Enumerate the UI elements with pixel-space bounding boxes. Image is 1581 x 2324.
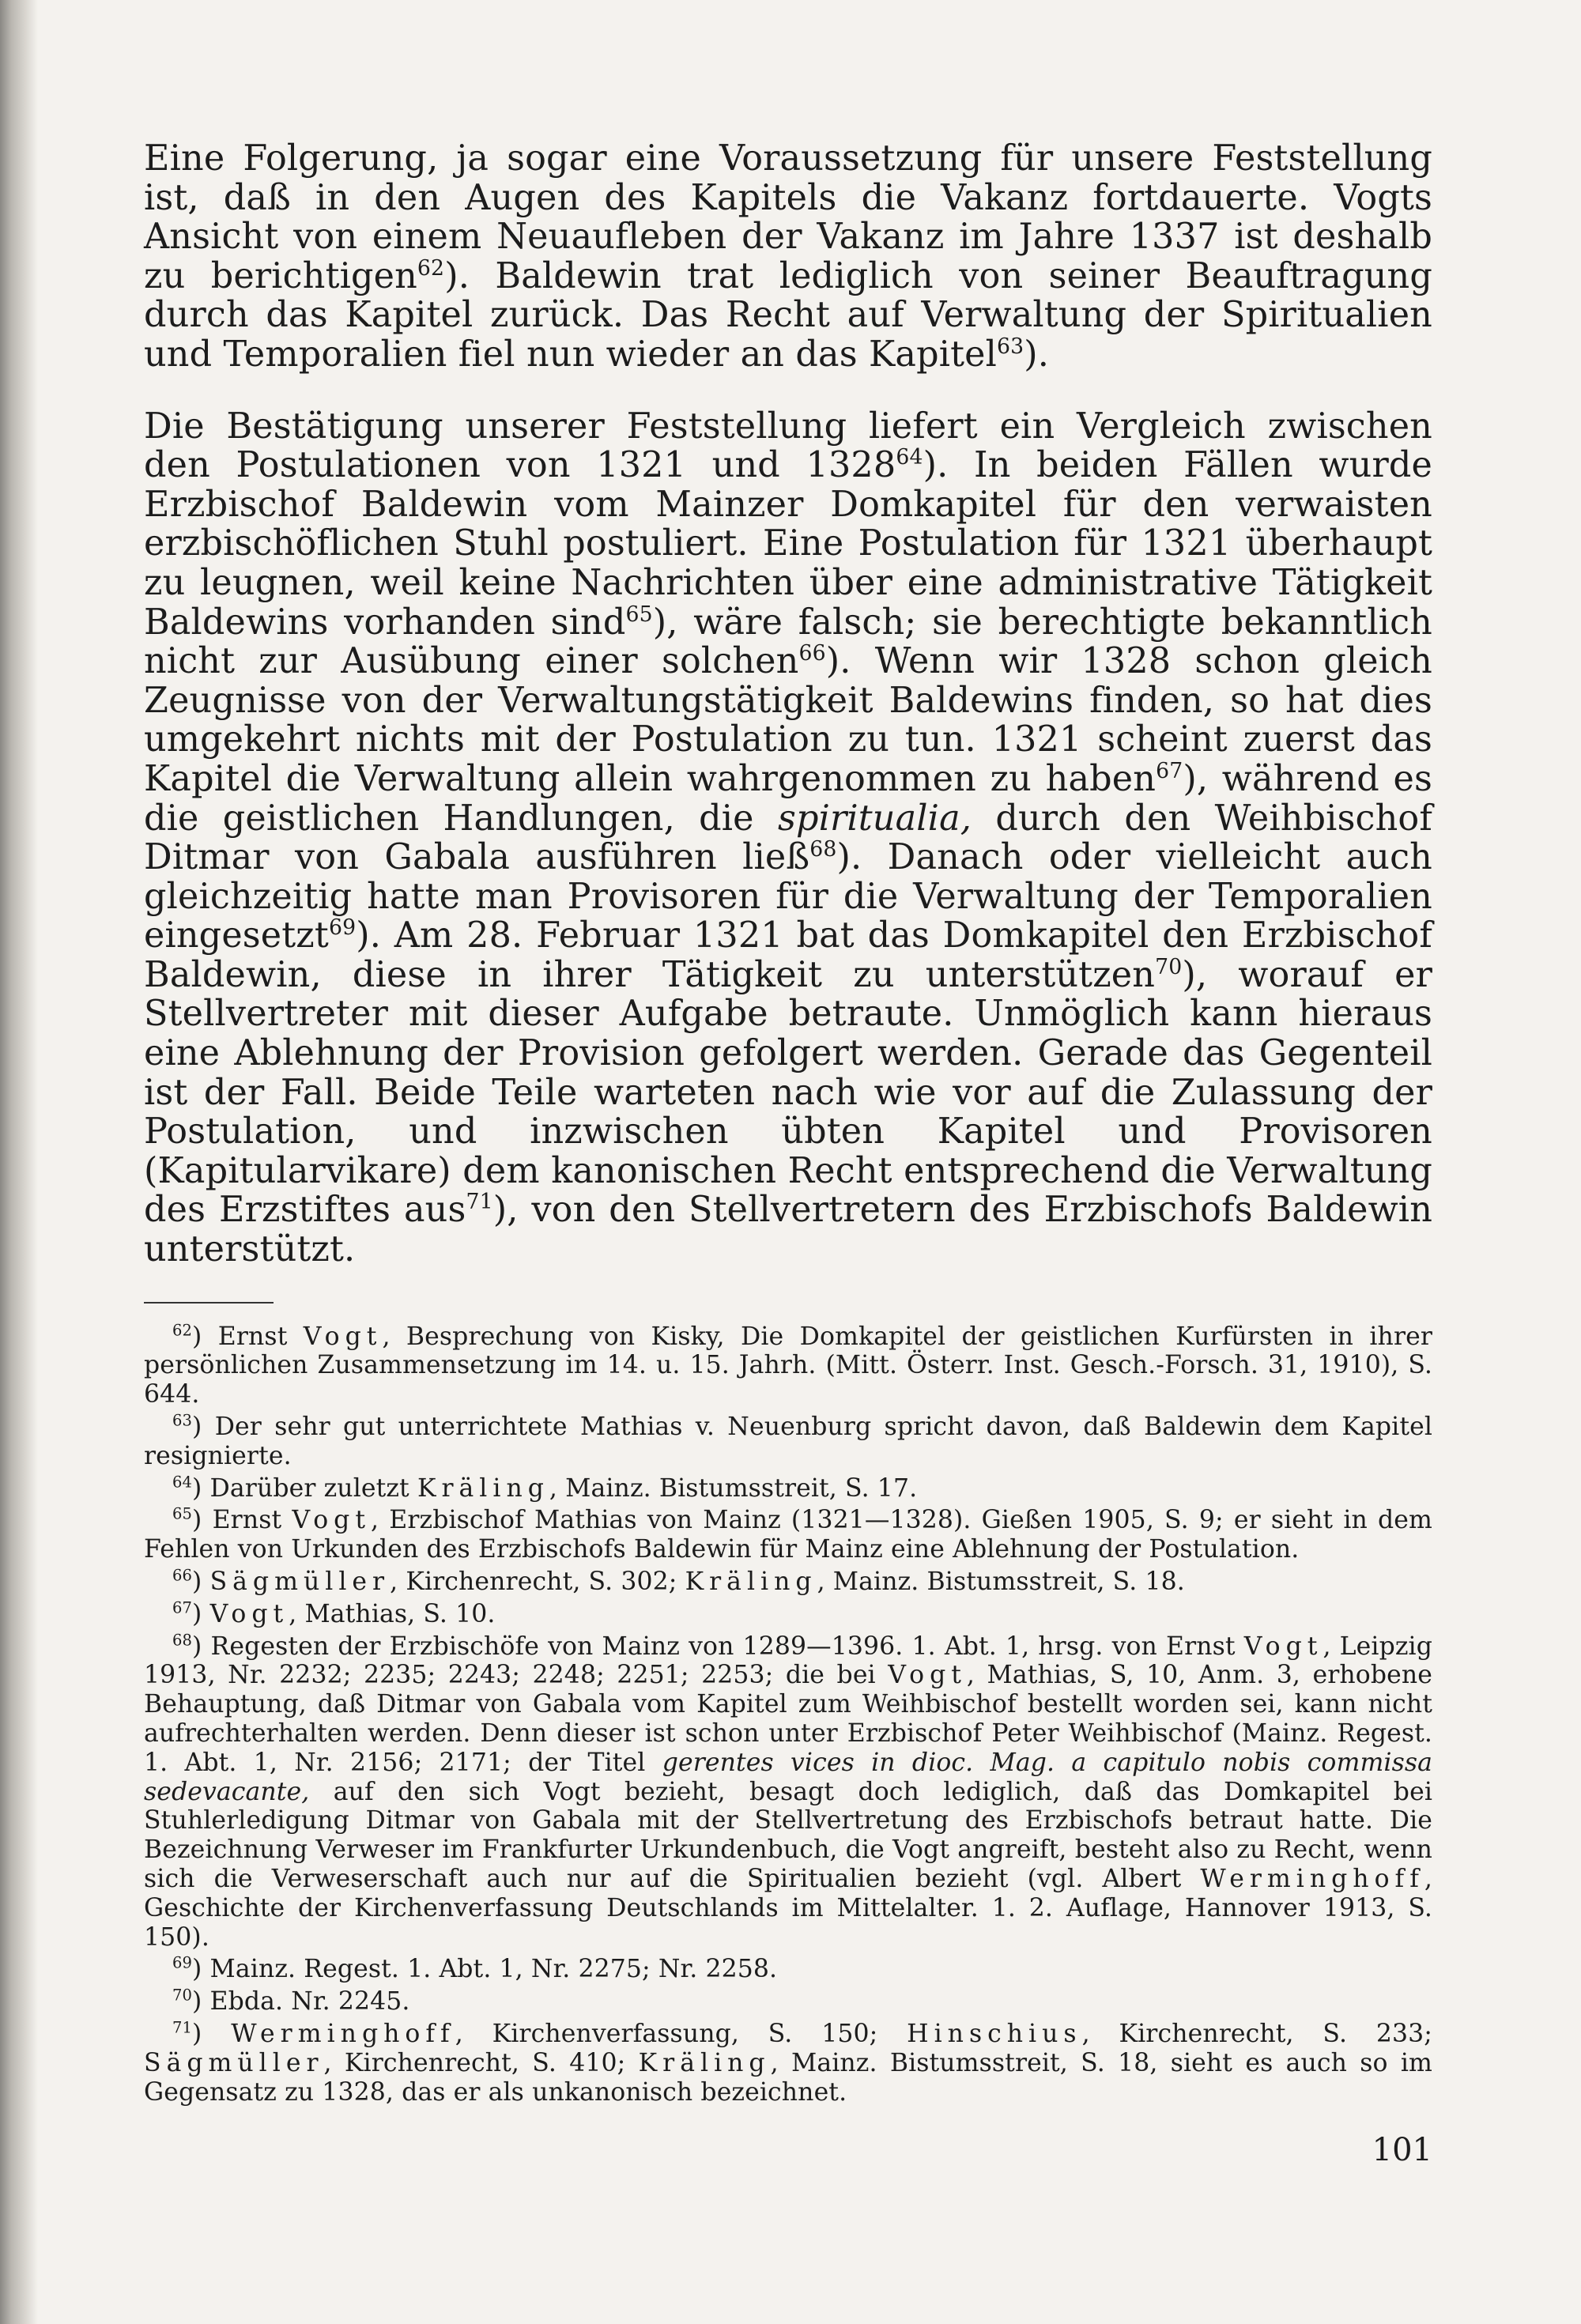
footnote-ref-65[interactable]: 65 <box>625 602 653 627</box>
text-segment: , Kirchenrecht, S. 233; <box>1081 2019 1432 2048</box>
footnote-mark: 65 <box>172 1504 193 1523</box>
author-name: Kräling <box>638 2048 771 2077</box>
footnote-mark: 62 <box>172 1321 193 1340</box>
text-segment: ). Am 28. Februar 1321 bat das Domkapitel den Erzbischof Baldewin, diese in ihrer Tätigkeit zu unterstützen <box>144 915 1432 995</box>
text-segment: , Mainz. Bistumsstreit, S. 17. <box>549 1473 918 1503</box>
text-segment: ) Mainz. Regest. 1. Abt. 1, Nr. 2275; Nr. 2258. <box>192 1955 778 1984</box>
author-name: Vogt <box>292 1506 372 1535</box>
paragraph-1 <box>144 139 1432 375</box>
text-segment: ), während es die geistlichen Handlungen, die <box>144 758 1432 839</box>
text-segment: ) <box>192 1599 210 1628</box>
author-name: Kräling <box>685 1568 817 1596</box>
text-segment: Die Bestätigung unserer Feststellung liefert ein Vergleich zwischen den Postulationen von 1321 und 1328 <box>144 406 1432 486</box>
footnote-ref-63[interactable]: 63 <box>997 334 1024 360</box>
footnote-ref-64[interactable]: 64 <box>896 445 923 470</box>
author-name: Sägmüller <box>209 1568 391 1596</box>
text-segment: , Besprechung von Kisky, Die Domkapitel der geistlichen Kurfürsten in ihrer persönlichen Zusammensetzung im 14. u. 15. Jahrh. (Mitt. Österr. Inst. Gesch.-Forsch. 31, 1910), S. 644. <box>144 1322 1432 1409</box>
footnote-mark: 66 <box>172 1566 193 1585</box>
footnote-ref-66[interactable]: 66 <box>798 641 826 666</box>
footnote-ref-71[interactable]: 71 <box>466 1190 493 1215</box>
footnote-divider <box>144 1302 274 1303</box>
text-segment: , Kirchenrecht, S. 410; <box>323 2048 639 2077</box>
text-segment: ). Wenn wir 1328 schon gleich Zeugnisse von der Verwaltungstätigkeit Baldewins finden, so hat dies umgekehrt nichts mit der Postulation zu tun. 1321 scheint zuerst das Kapitel die Verwaltung allein wahrgenommen zu haben <box>144 641 1432 799</box>
italic-term: spiritualia, <box>777 798 972 839</box>
author-name: Vogt <box>303 1322 383 1351</box>
footnote-ref-69[interactable]: 69 <box>328 915 357 941</box>
footnote-ref-67[interactable]: 67 <box>1156 759 1183 784</box>
text-segment: , Erzbischof Mathias von Mainz (1321—1328). Gießen 1905, S. 9; er sieht in dem Fehlen von Urkunden des Erzbischofs Baldewin für Mainz eine Ablehnung der Postulation. <box>144 1506 1432 1564</box>
text-segment: ), worauf er Stellvertreter mit dieser Aufgabe betraute. Unmöglich kann hieraus eine Ablehnung der Provision gefolgert werden. Gerade das Gegenteil ist der Fall. Beide Teile warteten nach wie vor auf die Zulassung der Postulation, und inzwischen übten Kapitel und Provisoren (Kapitularvikare) dem kanonischen Recht entsprechend die Verwaltung des Erzstiftes aus <box>144 954 1432 1231</box>
footnote-65 <box>144 1506 1432 1564</box>
text-segment: ) Ebda. Nr. 2245. <box>192 1987 410 2017</box>
text-segment: Eine Folgerung, ja sogar eine Voraussetzung für unsere Feststellung ist, daß in den Augen des Kapitels die Vakanz fortdauerte. Vogts Ansicht von einem Neuaufleben der Vakanz im Jahre 1337 ist deshalb zu berichtigen <box>144 138 1432 296</box>
text-segment: ) <box>192 1568 210 1596</box>
footnote-71 <box>144 2020 1432 2107</box>
author-name: Sägmüller <box>144 2048 324 2077</box>
text-segment: , Kirchenverfassung, S. 150; <box>455 2019 907 2048</box>
text-segment: ) Ernst <box>192 1506 292 1535</box>
text-segment: , Mathias, S, 10, Anm. 3, erhobene Behauptung, daß Ditmar von Gabala vom Kapitel zum Weihbischof bestellt worden sei, kann nicht aufrechterhalten werden. Denn dieser ist schon unter Erzbischof Peter Weihbischof (Mainz. Regest. 1. Abt. 1, Nr. 2156; 2171; der Titel <box>144 1661 1432 1777</box>
footnote-mark: 63 <box>172 1411 193 1430</box>
footnote-mark: 71 <box>172 2018 193 2037</box>
author-name: Werminghoff <box>231 2019 455 2048</box>
text-segment: , Leipzig 1913, Nr. 2232; 2235; 2243; 2248; 2251; 2253; die bei <box>144 1632 1432 1690</box>
author-name: Kräling <box>417 1473 549 1503</box>
text-segment: auf den sich Vogt bezieht, besagt doch lediglich, daß das Domkapitel bei Stuhlerledigung Ditmar von Gabala mit der Stellvertretung des Erzbischofs betraut hatte. Die Bezeichnung Verweser im Frankfurter Urkundenbuch, die Vogt angreift, besteht also zu Recht, wenn sich die Verweserschaft auch nur auf die Spiritualien bezieht (vgl. Albert <box>144 1777 1432 1893</box>
author-name: Vogt <box>888 1661 967 1690</box>
footnote-66 <box>144 1568 1432 1597</box>
text-segment: ) Regesten der Erzbischöfe von Mainz von 1289—1396. 1. Abt. 1, hrsg. von Ernst <box>192 1632 1244 1661</box>
footnote-70 <box>144 1987 1432 2017</box>
italic-quote: gerentes vices in dioc. Mag. a capitulo nobis commissa sedevacante, <box>144 1748 1433 1806</box>
footnote-mark: 69 <box>172 1953 193 1972</box>
page-number: 101 <box>1372 2132 1432 2168</box>
text-segment: ). In beiden Fällen wurde Erzbischof Baldewin vom Mainzer Domkapitel für den verwaisten erzbischöflichen Stuhl postuliert. Eine Postulation für 1321 überhaupt zu leugnen, weil keine Nachrichten über eine administrative Tätigkeit Baldewins vorhanden sind <box>144 445 1432 643</box>
text-segment: ) <box>192 2019 232 2048</box>
text-segment: ), von den Stellvertretern des Erzbischofs Baldewin unterstützt. <box>144 1190 1433 1270</box>
author-name: Werminghoff <box>1200 1864 1424 1893</box>
footnote-mark: 64 <box>172 1473 193 1492</box>
footnote-ref-62[interactable]: 62 <box>417 255 445 281</box>
text-segment: ) Der sehr gut unterrichtete Mathias v. Neuenburg spricht davon, daß Baldewin dem Kapitel resignierte. <box>144 1413 1432 1470</box>
text-segment: , Mainz. Bistumsstreit, S. 18. <box>817 1568 1185 1596</box>
footnote-69 <box>144 1955 1432 1984</box>
text-segment: , Mathias, S. 10. <box>289 1599 496 1628</box>
footnote-ref-68[interactable]: 68 <box>809 837 837 862</box>
page-content <box>144 139 1432 2110</box>
footnote-63 <box>144 1413 1432 1471</box>
text-segment: , Kirchenrecht, S. 302; <box>390 1568 685 1596</box>
paragraph-2 <box>144 407 1432 1270</box>
text-segment: ). <box>1024 334 1050 375</box>
text-segment: ), wäre falsch; sie berechtigte bekanntlich nicht zur Ausübung einer solchen <box>144 602 1432 682</box>
footnote-mark: 68 <box>172 1631 193 1650</box>
text-segment: ). Baldewin trat lediglich von seiner Beauftragung durch das Kapitel zurück. Das Recht auf Verwaltung der Spiritualien und Temporalien fiel nun wieder an das Kapitel <box>144 255 1433 375</box>
text-segment: ) Darüber zuletzt <box>192 1473 417 1503</box>
text-segment: , Mainz. Bistumsstreit, S. 18, sieht es auch so im Gegensatz zu 1328, das er als unkanonisch bezeichnet. <box>144 2048 1432 2107</box>
footnote-mark: 70 <box>172 1986 193 2005</box>
text-segment: ) Ernst <box>192 1322 304 1351</box>
author-name: Vogt <box>1243 1632 1323 1661</box>
footnote-68 <box>144 1632 1432 1952</box>
footnote-67 <box>144 1600 1432 1629</box>
footnote-ref-70[interactable]: 70 <box>1155 955 1183 980</box>
text-segment: durch den Weihbischof Ditmar von Gabala ausführen ließ <box>144 798 1432 878</box>
text-segment: ). Danach oder vielleicht auch gleichzeitig hatte man Provisoren für die Verwaltung der Temporalien eingesetzt <box>144 837 1432 956</box>
book-spine-shadow <box>0 0 38 2324</box>
footnote-64 <box>144 1474 1432 1503</box>
footnote-62 <box>144 1322 1432 1409</box>
author-name: Vogt <box>209 1599 289 1628</box>
text-segment: , Geschichte der Kirchenverfassung Deutschlands im Mittelalter. 1. 2. Auflage, Hannover 1913, S. 150). <box>144 1864 1432 1952</box>
author-name: Hinschius <box>907 2019 1082 2048</box>
footnote-mark: 67 <box>172 1598 193 1617</box>
